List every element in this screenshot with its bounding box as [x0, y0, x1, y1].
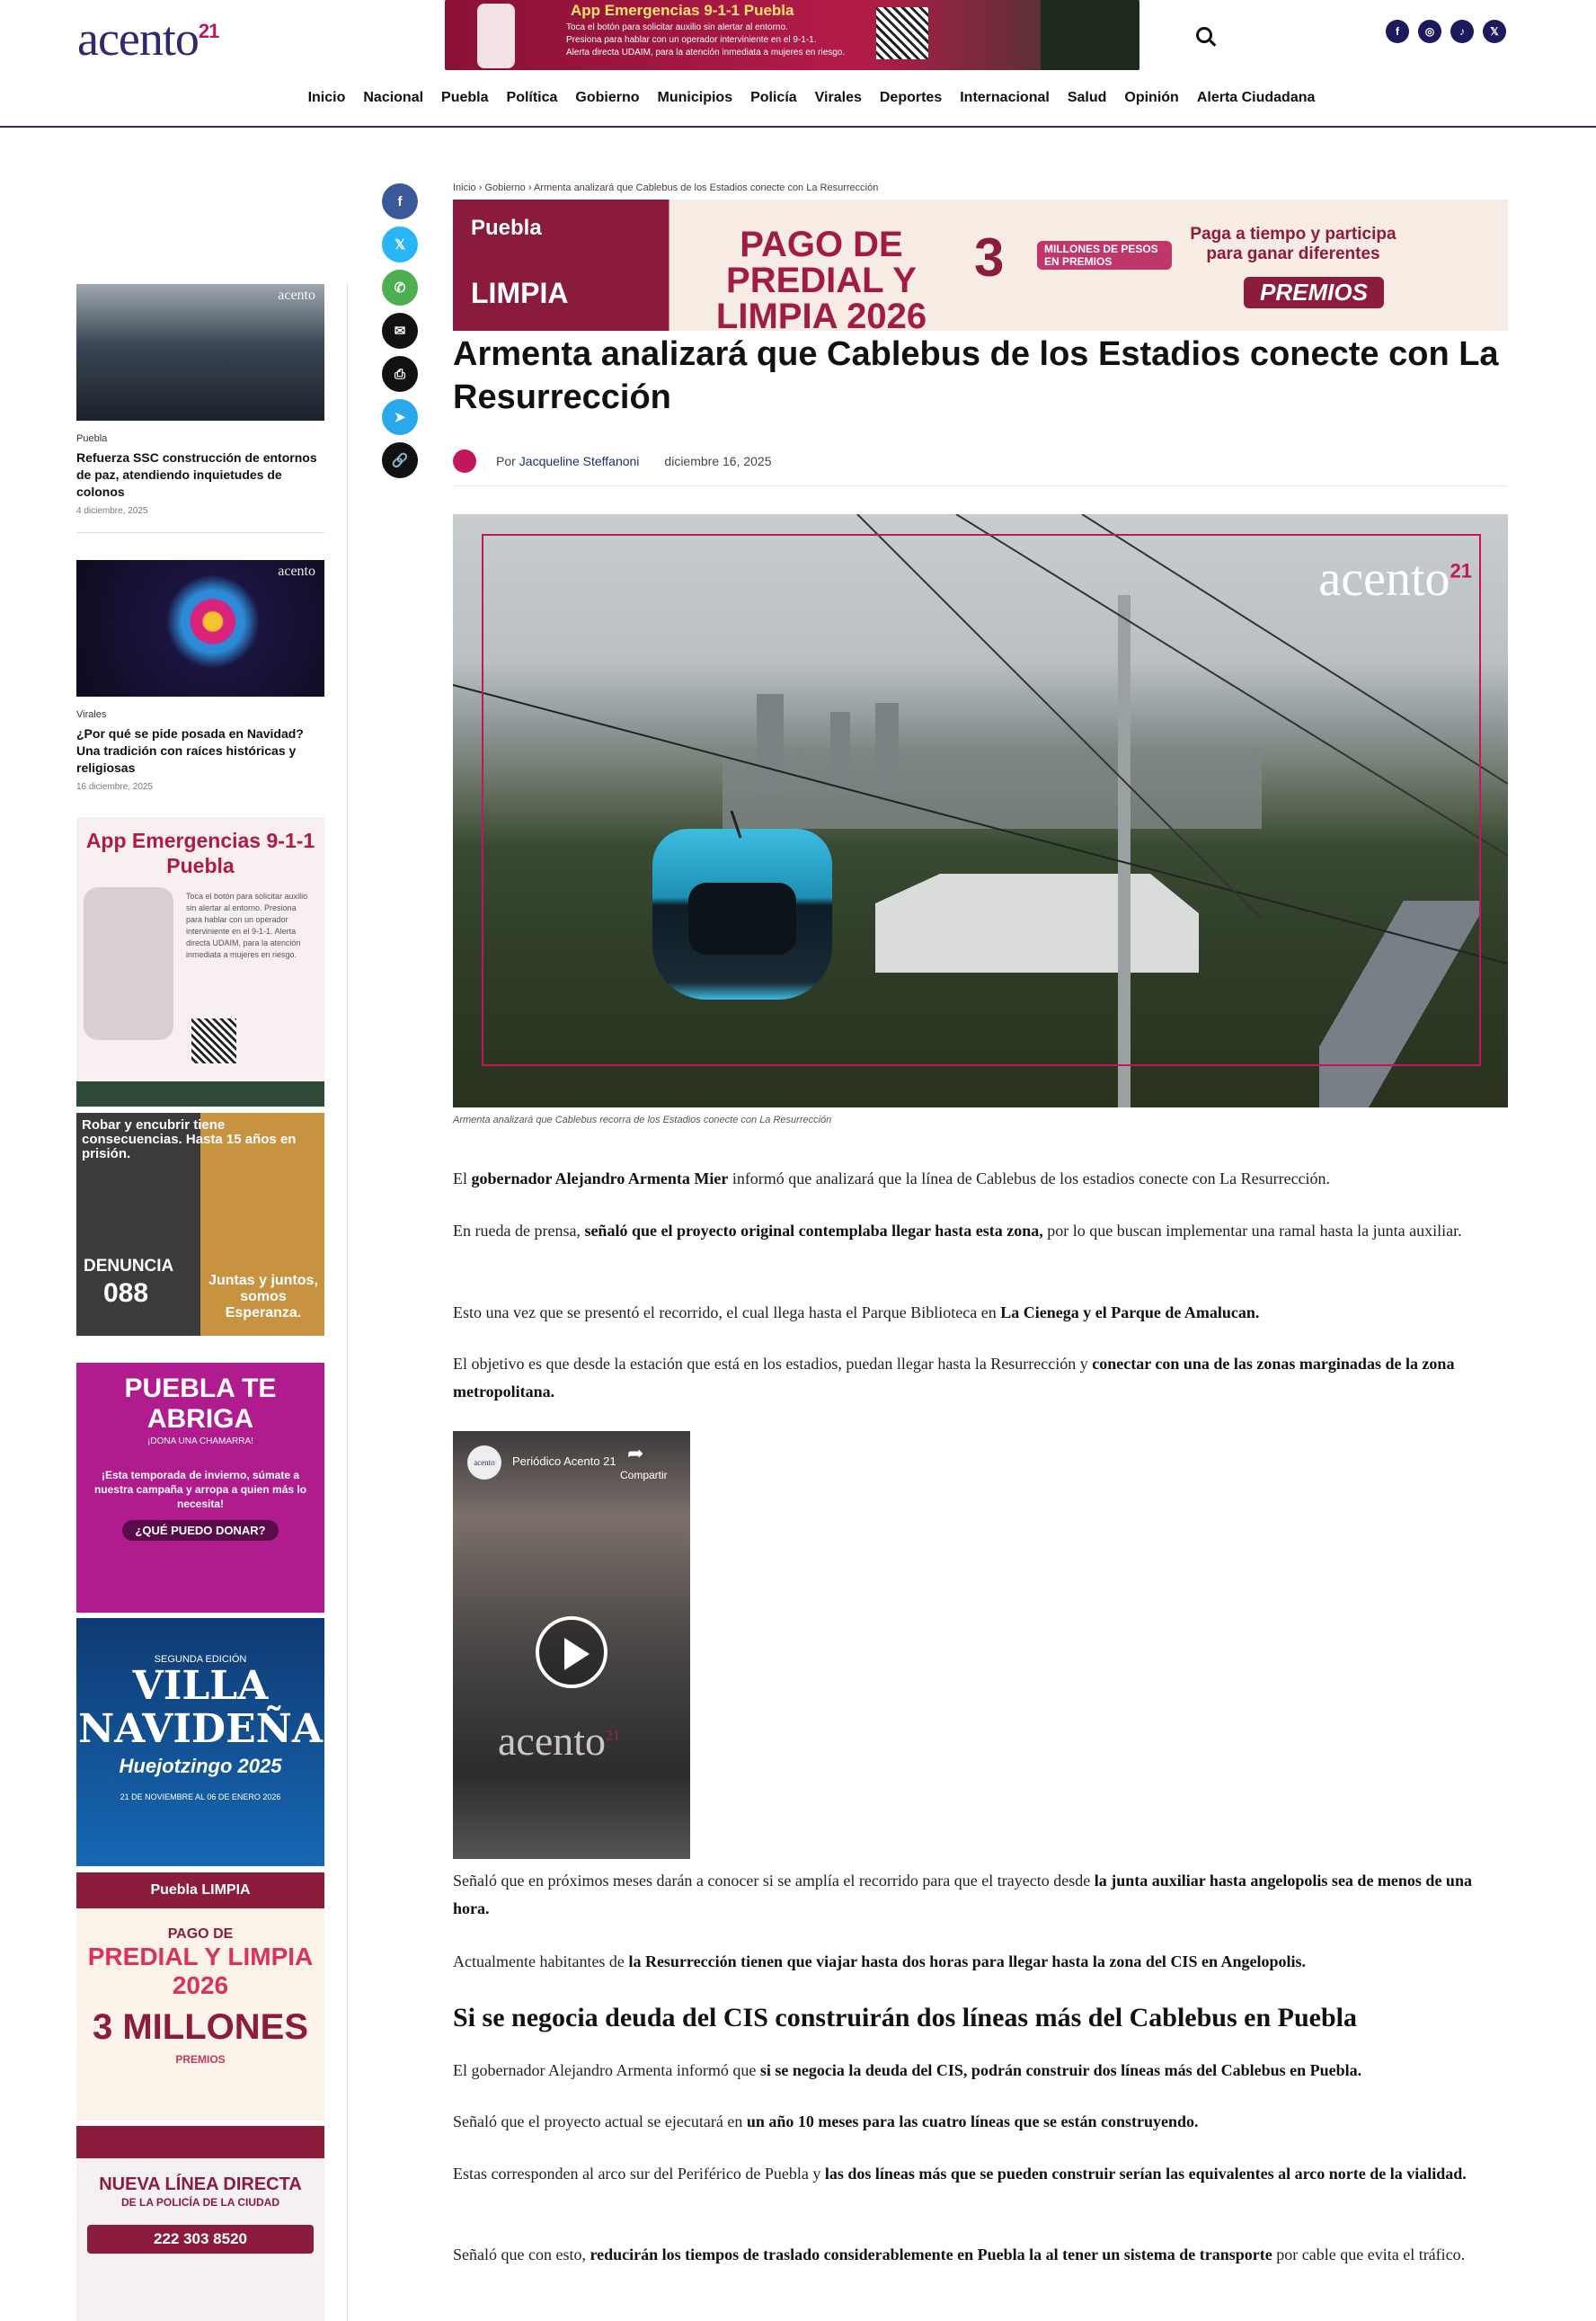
- watermark-sup: 21: [606, 1728, 621, 1744]
- share-email-icon[interactable]: ✉: [382, 313, 418, 349]
- post-thumbnail[interactable]: [76, 284, 324, 421]
- article-title: Armenta analizará que Cablebus de los Estadios conecte con La Resurrección: [453, 335, 1499, 416]
- text-bold: conectar con una de las zonas marginadas de la zona metropolitana.: [453, 1355, 1455, 1401]
- sidebar-ad-911[interactable]: [76, 817, 324, 1107]
- share-print-icon[interactable]: ⎙: [382, 356, 418, 392]
- ad-dates: 21 DE NOVIEMBRE AL 06 DE ENERO 2026: [120, 1792, 281, 1801]
- banner-line: MILLONES DE PESOS EN PREMIOS: [1037, 241, 1172, 270]
- ad-sub: DE LA POLICÍA DE LA CIUDAD: [121, 2196, 279, 2209]
- share-column: [382, 183, 418, 478]
- ad-text: Toca el botón para solicitar auxilio sin alertar al entorno. Presiona para hablar con un operador interviniente en el 9-1-1. Alerta directa UDAIM, para la atención inmediata a mujeres en riesgo.: [186, 892, 308, 959]
- nav-item-internacional[interactable]: Internacional: [960, 90, 1050, 105]
- share-telegram-icon[interactable]: ➤: [382, 399, 418, 435]
- channel-logo[interactable]: acento: [467, 1445, 501, 1480]
- ad-sponsor-bar: [76, 1081, 324, 1107]
- nav-item-salud[interactable]: Salud: [1067, 90, 1107, 105]
- nav-item-politica[interactable]: Política: [506, 90, 558, 105]
- article-paragraph: [453, 1165, 1508, 1193]
- author-avatar[interactable]: [453, 449, 476, 473]
- text: Señaló que el proyecto actual se ejecutará en: [453, 2112, 747, 2130]
- article-paragraph: [453, 1948, 1508, 1976]
- instagram-icon[interactable]: ◎: [1418, 20, 1441, 43]
- byline-prefix: Por: [496, 454, 516, 468]
- ad-title: VILLA NAVIDEÑA: [78, 1663, 323, 1752]
- text: Estas corresponden al arco sur del Periférico de Puebla y: [453, 2165, 825, 2183]
- author-link[interactable]: Jacqueline Steffanoni: [519, 454, 640, 468]
- phone-graphic: [477, 4, 515, 68]
- post-divider: [76, 532, 324, 533]
- text-bold: señaló que el proyecto original contemplaba llegar hasta esta zona,: [584, 1222, 1043, 1240]
- channel-name[interactable]: Periódico Acento 21: [512, 1454, 616, 1468]
- text-bold: la Resurrección tienen que viajar hasta dos horas para llegar hasta la zona del CIS en Angelopolis.: [628, 1952, 1306, 1970]
- ad-subtitle: Huejotzingo 2025: [119, 1755, 282, 1777]
- nav-divider: [0, 126, 1596, 128]
- nav-item-opinion[interactable]: Opinión: [1124, 90, 1179, 105]
- text: Señaló que con esto,: [453, 2245, 590, 2263]
- banner-line: LIMPIA: [471, 277, 569, 309]
- text: El objetivo es que desde la estación que está en los estadios, puedan llegar hasta la Resurrección y: [453, 1355, 1093, 1373]
- article-paragraph: [453, 1299, 1508, 1327]
- thumbnail-watermark: acento: [278, 288, 315, 303]
- text-bold: la junta auxiliar hasta angelopolis sea de menos de una hora.: [453, 1872, 1472, 1917]
- nav-item-virales[interactable]: Virales: [814, 90, 862, 105]
- top-ad-line: Toca el botón para solicitar auxilio sin alertar al entorno.: [566, 22, 788, 32]
- ad-line: PREDIAL Y LIMPIA 2026: [87, 1943, 314, 1999]
- ad-header: Puebla LIMPIA: [76, 1872, 324, 1908]
- tiktok-icon[interactable]: ♪: [1450, 20, 1474, 43]
- text: informó que analizará que la línea de Cablebus de los estadios conecte con La Resurrección.: [728, 1169, 1331, 1187]
- main-nav: [0, 90, 1596, 106]
- ad-sponsor-bar: [76, 1336, 324, 1356]
- text-bold: las dos líneas más que se pueden construir serían las equivalentes al arco norte de la vialidad.: [824, 2165, 1467, 2183]
- chevron-right-icon: ›: [478, 182, 485, 193]
- ad-denuncia: DENUNCIA: [84, 1257, 174, 1276]
- ad-slogan: Juntas y juntos, somos Esperanza.: [208, 1273, 318, 1321]
- top-ad-lines: [566, 22, 845, 59]
- text-bold: un año 10 meses para las cuatro líneas que se están construyendo.: [746, 2112, 1199, 2130]
- nav-item-deportes[interactable]: Deportes: [879, 90, 943, 105]
- post-title[interactable]: Refuerza SSC construcción de entornos de paz, atendiendo inquietudes de colonos: [76, 450, 317, 499]
- breadcrumb-current: Armenta analizará que Cablebus de los Estadios conecte con La Resurrección: [533, 182, 879, 193]
- ad-line: PREMIOS: [175, 2053, 226, 2066]
- video-watermark: [498, 1717, 620, 1765]
- article-paragraph: [453, 1867, 1508, 1923]
- watermark-sup: 21: [1450, 559, 1472, 582]
- ad-line: 3 MILLONES: [92, 2007, 309, 2047]
- ad-edition: SEGUNDA EDICIÓN: [154, 1654, 247, 1665]
- ad-phone: 222 303 8520: [87, 2225, 314, 2254]
- article-paragraph: [453, 2160, 1508, 2188]
- post-category[interactable]: Virales: [76, 709, 107, 720]
- top-banner-ad[interactable]: [445, 0, 1139, 70]
- ad-title: App Emergencias 9-1-1 Puebla: [85, 829, 315, 877]
- social-links: [1386, 20, 1506, 43]
- sidebar-divider: [347, 283, 348, 2321]
- share-copy-link-icon[interactable]: 🔗: [382, 442, 418, 478]
- chevron-right-icon: ›: [528, 182, 534, 193]
- share-x-icon[interactable]: 𝕏: [382, 227, 418, 262]
- publish-date: diciembre 16, 2025: [664, 454, 772, 468]
- ad-number: 088: [103, 1278, 149, 1308]
- x-icon[interactable]: 𝕏: [1483, 20, 1506, 43]
- top-ad-line: Alerta directa UDAIM, para la atención inmediata a mujeres en riesgo.: [566, 48, 846, 58]
- nav-item-policia[interactable]: Policía: [750, 90, 797, 105]
- text: Señaló que en próximos meses darán a conocer si se amplía el recorrido para que el trayecto desde: [453, 1872, 1095, 1890]
- article-paragraph: [453, 2108, 1508, 2136]
- nav-item-municipios[interactable]: Municipios: [657, 90, 733, 105]
- text-bold: La Cienega y el Parque de Amalucan.: [1000, 1303, 1260, 1321]
- ad-text: ¡Esta temporada de invierno, súmate a nuestra campaña y arropa a quien más lo necesita!: [93, 1469, 307, 1510]
- article-banner-ad[interactable]: [453, 200, 1508, 331]
- sidebar-post[interactable]: [76, 284, 324, 533]
- text: El gobernador Alejandro Armenta informó que: [453, 2061, 760, 2079]
- nav-item-puebla[interactable]: Puebla: [441, 90, 489, 105]
- text-bold: gobernador Alejandro Armenta Mier: [471, 1169, 729, 1187]
- banner-line: PREMIOS: [1244, 277, 1384, 308]
- text: por lo que buscan implementar una ramal hasta la junta auxiliar.: [1042, 1222, 1462, 1240]
- ad-title: Robar y encubrir tiene consecuencias. Hasta 15 años en prisión.: [82, 1117, 297, 1161]
- text: El: [453, 1169, 472, 1187]
- text: por cable que evita el tráfico.: [1272, 2245, 1466, 2263]
- watermark-text: acento: [498, 1718, 607, 1764]
- article-paragraph: [453, 2057, 1508, 2085]
- share-whatsapp-icon[interactable]: ✆: [382, 270, 418, 306]
- facebook-icon[interactable]: f: [1386, 20, 1409, 43]
- breadcrumb-item[interactable]: Inicio: [453, 182, 476, 193]
- share-arrow-icon[interactable]: ➦: [627, 1442, 644, 1464]
- byline-divider: [453, 485, 1508, 486]
- phone-graphic: [84, 887, 173, 1040]
- post-category[interactable]: Puebla: [76, 433, 108, 444]
- site-logo[interactable]: [77, 11, 218, 67]
- embedded-video[interactable]: [453, 1431, 690, 1859]
- thumbnail-watermark: acento: [278, 564, 315, 579]
- article-paragraph: [453, 1217, 1508, 1245]
- watermark-text: acento: [1318, 551, 1450, 607]
- logo-sup: 21: [198, 20, 219, 42]
- banner-line: 3: [974, 227, 1005, 288]
- qr-code: [876, 7, 928, 59]
- image-frame: [482, 534, 1481, 1066]
- image-caption: Armenta analizará que Cablebus recorra de los Estadios conecte con La Resurrección: [453, 1115, 832, 1125]
- sidebar-ad-088[interactable]: [76, 1113, 324, 1356]
- banner-line: Paga a tiempo y participa para ganar diferentes: [1190, 225, 1396, 263]
- article-paragraph: [453, 2241, 1508, 2269]
- ad-title: PUEBLA TE ABRIGA: [124, 1374, 277, 1434]
- nav-item-inicio[interactable]: Inicio: [307, 90, 346, 105]
- nav-item-alerta-ciudadana[interactable]: Alerta Ciudadana: [1196, 90, 1316, 105]
- text-bold: reducirán los tiempos de traslado considerablemente en Puebla la al tener un sistema de transporte: [590, 2245, 1272, 2263]
- ad-header: [76, 2126, 324, 2158]
- top-ad-title: App Emergencias 9-1-1 Puebla: [571, 2, 794, 19]
- post-thumbnail[interactable]: [76, 560, 324, 697]
- top-ad-sponsors: [1041, 0, 1139, 70]
- breadcrumb-item[interactable]: Gobierno: [484, 182, 526, 193]
- ad-line: PAGO DE: [167, 1926, 234, 1942]
- article-subheading: Si se negocia deuda del CIS construirán dos líneas más del Cablebus en Puebla: [453, 2003, 1357, 2032]
- ad-sub: ¡DONA UNA CHAMARRA!: [147, 1436, 253, 1446]
- ad-button[interactable]: ¿QUÉ PUEDO DONAR?: [122, 1520, 278, 1541]
- post-title[interactable]: ¿Por qué se pide posada en Navidad? Una tradición con raíces históricas y religiosas: [76, 726, 304, 775]
- search-icon[interactable]: [1196, 27, 1212, 43]
- top-ad-line: Presiona para hablar con un operador interviniente en el 9-1-1.: [566, 35, 817, 45]
- image-watermark: [1318, 550, 1472, 608]
- qr-code: [191, 1018, 236, 1063]
- sidebar-ad-linea-directa[interactable]: [76, 2126, 324, 2321]
- post-date: 16 diciembre, 2025: [76, 782, 154, 792]
- text-bold: si se negocia la deuda del CIS, podrán construir dos líneas más del Cablebus en Puebla.: [759, 2061, 1362, 2079]
- text: Actualmente habitantes de: [453, 1952, 629, 1970]
- text: En rueda de prensa,: [453, 1222, 585, 1240]
- breadcrumb: [453, 182, 878, 193]
- logo-text: acento: [77, 12, 199, 66]
- banner-line: Puebla: [471, 216, 542, 240]
- sidebar-ad-predial[interactable]: [76, 1872, 324, 2121]
- share-facebook-icon[interactable]: f: [382, 183, 418, 219]
- nav-item-nacional[interactable]: Nacional: [363, 90, 424, 105]
- sidebar-ad-villa[interactable]: [76, 1618, 324, 1866]
- byline: [453, 449, 772, 473]
- sidebar-ad-abriga[interactable]: [76, 1363, 324, 1613]
- banner-line: PAGO DE PREDIAL Y LIMPIA 2026: [715, 225, 927, 331]
- share-label[interactable]: Compartir: [620, 1469, 668, 1481]
- featured-image[interactable]: [453, 514, 1508, 1107]
- article-paragraph: [453, 1350, 1508, 1406]
- ad-title: NUEVA LÍNEA DIRECTA: [99, 2174, 302, 2194]
- sidebar-post[interactable]: [76, 560, 324, 792]
- nav-item-gobierno[interactable]: Gobierno: [575, 90, 640, 105]
- play-icon[interactable]: [536, 1616, 607, 1688]
- text: Esto una vez que se presentó el recorrido, el cual llega hasta el Parque Biblioteca en: [453, 1303, 1001, 1321]
- post-date: 4 diciembre, 2025: [76, 506, 148, 516]
